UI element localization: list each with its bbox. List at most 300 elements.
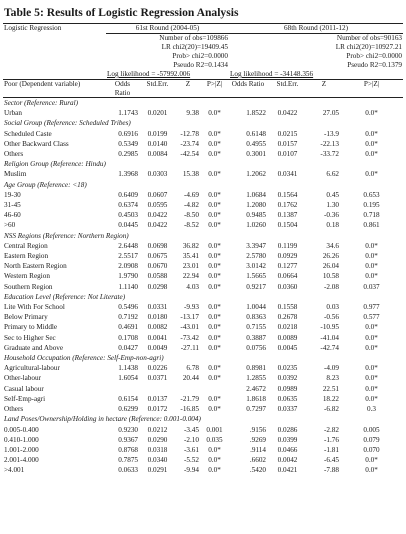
section-row xyxy=(3,180,403,190)
std-err-2004-cell: 0.0290 xyxy=(147,435,168,444)
odds-ratio-2004-cell: 0.9230 xyxy=(118,425,138,434)
std-err-2011-cell: 0.0421 xyxy=(277,466,298,475)
table-row xyxy=(3,363,403,373)
std-err-2004-cell: 0.0137 xyxy=(147,394,168,403)
row-label: Central Region xyxy=(4,241,48,250)
row-label: North Eastern Region xyxy=(4,262,67,271)
table-row xyxy=(3,373,403,383)
z-2004-cell: -43.01 xyxy=(180,323,199,332)
round1-stat: Pseudo R2=0.1434 xyxy=(173,61,228,69)
z-2011-cell: 8.23 xyxy=(326,374,339,383)
p-2004-cell: 0.0* xyxy=(208,364,221,373)
std-err-2004-cell: 0.0331 xyxy=(147,303,168,312)
odds-ratio-2004-cell: 0.6409 xyxy=(118,190,138,199)
odds-ratio-2004-cell: 0.1708 xyxy=(118,333,138,342)
z-2011-cell: -2.82 xyxy=(324,425,339,434)
p-2004-cell: 0.0* xyxy=(208,303,221,312)
odds-ratio-2004-cell: 0.6154 xyxy=(118,394,138,403)
z-2011-cell: 18.22 xyxy=(322,394,339,403)
z-2011-cell: 0.18 xyxy=(326,221,339,230)
z-2011-cell: 27.05 xyxy=(322,109,339,118)
std-err-2011-cell: 0.0392 xyxy=(277,374,298,383)
std-err-2011-cell: 0.0337 xyxy=(277,405,298,414)
z-2004-cell: -9.94 xyxy=(184,466,199,475)
row-label: Other Backward Class xyxy=(4,139,69,148)
std-err-2011-cell: 0.0635 xyxy=(277,394,298,403)
row-label: Lite With For School xyxy=(4,303,65,312)
odds-ratio-2004-cell: 1.3968 xyxy=(118,170,138,179)
z-2004-cell: -8.50 xyxy=(184,211,199,220)
p-2004-cell: 0.0* xyxy=(208,313,221,322)
row-label: Muslim xyxy=(4,170,27,179)
p-2004-cell: 0.001 xyxy=(206,425,223,434)
table-row xyxy=(3,149,403,159)
p-2011-cell: 0.005 xyxy=(363,425,380,434)
std-err-2011-cell: 0.0235 xyxy=(277,364,298,373)
std-err-2011-cell: 0.0107 xyxy=(277,150,298,159)
row-label: Primary to Middle xyxy=(4,323,58,332)
std-err-2011-cell: 0.1504 xyxy=(277,221,298,230)
row-label: 1.001-2.000 xyxy=(4,445,39,454)
odds-ratio-2011-cell: 0.4955 xyxy=(246,139,266,148)
z-2011-cell: -7.88 xyxy=(324,466,339,475)
odds-ratio-2004-cell: 0.7192 xyxy=(118,313,138,322)
row-label: 2.001-4.000 xyxy=(4,456,39,465)
table-row xyxy=(3,169,403,179)
std-err-2004-cell: 0.0675 xyxy=(147,252,168,261)
odds-ratio-2011-cell: 0.7297 xyxy=(246,405,266,414)
section-label: Religion Group (Reference: Hindu) xyxy=(4,160,106,169)
p-2004-cell: 0.0* xyxy=(208,211,221,220)
col-odds-header: Odds Ratio xyxy=(106,80,139,98)
p-2011-cell: 0.0* xyxy=(365,343,378,352)
p-2004-cell: 0.0* xyxy=(208,139,221,148)
p-2011-cell: 0.0* xyxy=(365,364,378,373)
std-err-2004-cell: 0.0303 xyxy=(147,170,168,179)
std-err-2011-cell: 0.0422 xyxy=(277,109,298,118)
table-row xyxy=(3,200,403,210)
table-row xyxy=(3,241,403,251)
p-2011-cell: 0.0* xyxy=(365,252,378,261)
z-2011-cell: 22.51 xyxy=(322,384,339,393)
round1-stat: Log likelihood = -57992.006 xyxy=(106,70,229,80)
odds-ratio-2004-cell: 0.4691 xyxy=(118,323,138,332)
table-row xyxy=(3,210,403,220)
odds-ratio-2004-cell: 2.6448 xyxy=(118,241,138,250)
section-row xyxy=(3,292,403,302)
odds-ratio-2011-cell: .5420 xyxy=(249,466,266,475)
p-2011-cell: 0.3 xyxy=(367,405,376,414)
z-2011-cell: -1.81 xyxy=(324,445,339,454)
p-2011-cell: 0.653 xyxy=(363,190,380,199)
odds-ratio-2011-cell: 0.7155 xyxy=(246,323,266,332)
z-2004-cell: 15.38 xyxy=(182,170,199,179)
col-z-header: Z xyxy=(176,80,200,98)
odds-ratio-2011-cell: 0.8363 xyxy=(246,313,266,322)
z-2004-cell: -3.61 xyxy=(184,445,199,454)
section-row xyxy=(3,231,403,241)
z-2004-cell: -27.11 xyxy=(180,343,199,352)
std-err-2004-cell: 0.0084 xyxy=(147,150,168,159)
odds-ratio-2004-cell: 1.1140 xyxy=(118,282,138,291)
z-2004-cell: 9.38 xyxy=(186,109,199,118)
std-err-2004-cell: 0.0172 xyxy=(147,405,168,414)
odds-ratio-2011-cell: 0.9485 xyxy=(246,211,266,220)
p-2004-cell: 0.0* xyxy=(208,374,221,383)
p-2011-cell: 0.718 xyxy=(363,211,380,220)
z-2004-cell: 36.82 xyxy=(182,241,199,250)
z-2011-cell: -0.56 xyxy=(324,313,339,322)
odds-ratio-2004-cell: 1.6054 xyxy=(118,374,138,383)
p-2004-cell: 0.0* xyxy=(208,109,221,118)
odds-ratio-2011-cell: 1.2855 xyxy=(246,374,266,383)
p-2004-cell: 0.0* xyxy=(208,323,221,332)
p-2004-cell: 0.0* xyxy=(208,445,221,454)
odds-ratio-2004-cell: 0.7875 xyxy=(118,456,138,465)
z-2004-cell: -12.78 xyxy=(180,129,199,138)
p-2011-cell: 0.861 xyxy=(363,221,380,230)
std-err-2011-cell: 0.0466 xyxy=(277,445,298,454)
row-label: 19-30 xyxy=(4,190,21,199)
std-err-2004-cell: 0.0082 xyxy=(147,323,168,332)
p-2011-cell: 0.0* xyxy=(365,139,378,148)
odds-ratio-2011-cell: 0.6148 xyxy=(246,129,266,138)
section-label: Age Group (Reference: <18) xyxy=(4,180,87,189)
col-se-header: Std.Err. xyxy=(267,80,308,98)
row-label: >60 xyxy=(4,221,16,230)
table-title: Table 5: Results of Logistic Regression Analysis xyxy=(4,6,239,19)
round2-stat: Number of obs=90163 xyxy=(336,34,403,42)
odds-ratio-2011-cell: 2.5780 xyxy=(246,252,266,261)
odds-ratio-2004-cell: 0.2985 xyxy=(118,150,138,159)
p-2004-cell: 0.0* xyxy=(208,466,221,475)
z-2011-cell: 26.26 xyxy=(322,252,339,261)
p-2004-cell: 0.0* xyxy=(208,252,221,261)
odds-ratio-2011-cell: .6602 xyxy=(249,456,266,465)
odds-ratio-2011-cell: 1.2062 xyxy=(246,170,266,179)
std-err-2011-cell: 0.0218 xyxy=(277,323,298,332)
section-label: NSS Regions (Reference: Northern Region) xyxy=(4,231,129,240)
std-err-2011-cell: 0.1558 xyxy=(277,303,298,312)
table-row xyxy=(3,343,403,353)
z-2011-cell: 10.58 xyxy=(322,272,339,281)
odds-ratio-2011-cell: 2.4672 xyxy=(246,384,266,393)
z-2011-cell: -10.95 xyxy=(320,323,339,332)
std-err-2004-cell: 0.0201 xyxy=(147,109,168,118)
z-2004-cell: -8.52 xyxy=(184,221,199,230)
std-err-2004-cell xyxy=(139,384,176,394)
z-2011-cell: -13.9 xyxy=(324,129,339,138)
table-row xyxy=(3,220,403,230)
section-label: Education Level (Reference: Not Literate) xyxy=(4,292,126,301)
p-2011-cell: 0.0* xyxy=(365,333,378,342)
row-label: Others xyxy=(4,150,24,159)
p-2004-cell: 0.0* xyxy=(208,394,221,403)
p-2011-cell: 0.0* xyxy=(365,109,378,118)
p-2004-cell: 0.0* xyxy=(208,129,221,138)
p-2004-cell: 0.035 xyxy=(206,435,223,444)
z-2011-cell: 0.45 xyxy=(326,190,339,199)
std-err-2004-cell: 0.0199 xyxy=(147,129,168,138)
table-row xyxy=(3,445,403,455)
section-label: Social Group (Reference: Scheduled Tribes) xyxy=(4,119,131,128)
z-2004-cell: 4.03 xyxy=(186,282,199,291)
std-err-2011-cell: 0.0157 xyxy=(277,139,298,148)
section-row xyxy=(3,414,403,424)
z-2004-cell: -4.82 xyxy=(184,201,199,210)
z-2011-cell: 26.04 xyxy=(322,262,339,271)
odds-ratio-2011-cell: .9114 xyxy=(250,445,266,454)
std-err-2004-cell: 0.0298 xyxy=(147,282,168,291)
p-2011-cell: 0.0* xyxy=(365,394,378,403)
std-err-2011-cell: 0.0929 xyxy=(277,252,298,261)
section-row xyxy=(3,98,403,109)
std-err-2011-cell: 0.0989 xyxy=(277,384,298,393)
row-label: Scheduled Caste xyxy=(4,129,52,138)
round1-stat: Number of obs=109866 xyxy=(159,34,228,42)
z-2004-cell: -13.17 xyxy=(180,313,199,322)
odds-ratio-2004-cell: 0.9367 xyxy=(118,435,138,444)
p-2011-cell: 0.070 xyxy=(363,445,380,454)
table-row xyxy=(3,404,403,414)
round1-stat: Prob> chi2=0.0000 xyxy=(172,52,228,60)
std-err-2004-cell: 0.0180 xyxy=(147,313,168,322)
p-2004-cell: 0.0* xyxy=(208,262,221,271)
p-2011-cell: 0.195 xyxy=(363,201,380,210)
row-label: Self-Emp-agri xyxy=(4,394,46,403)
p-2011-cell: 0.0* xyxy=(365,374,378,383)
odds-ratio-2004-cell: 0.6299 xyxy=(118,405,138,414)
round2-stat: Prob> chi2=0.0000 xyxy=(346,52,403,60)
p-2011-cell: 0.0* xyxy=(365,262,378,271)
table-row xyxy=(3,129,403,139)
z-2004-cell: -42.54 xyxy=(180,150,199,159)
p-2004-cell: 0.0* xyxy=(208,405,221,414)
row-label: Sec to Higher Sec xyxy=(4,333,56,342)
std-err-2011-cell: 0.0089 xyxy=(277,333,298,342)
row-label: 31-45 xyxy=(4,201,21,210)
row-label: 0.410-1.000 xyxy=(4,435,39,444)
odds-ratio-2004-cell: 2.5517 xyxy=(118,252,138,261)
z-2011-cell: -22.13 xyxy=(320,139,339,148)
col-z-header: Z xyxy=(308,80,340,98)
std-err-2004-cell: 0.0588 xyxy=(147,272,168,281)
table-body xyxy=(3,98,403,476)
round2-header: 68th Round (2011-12) xyxy=(229,24,403,34)
table-row xyxy=(3,190,403,200)
odds-ratio-2011-cell: 1.8618 xyxy=(246,394,266,403)
row-label: 46-60 xyxy=(4,211,21,220)
p-2004-cell: 0.0* xyxy=(208,343,221,352)
std-err-2011-cell: 0.0341 xyxy=(277,170,298,179)
std-err-2011-cell: 0.0286 xyxy=(277,425,298,434)
std-err-2004-cell: 0.0340 xyxy=(147,456,168,465)
odds-ratio-2011-cell: 1.8522 xyxy=(246,109,266,118)
odds-ratio-2011-cell: 3.3947 xyxy=(246,241,266,250)
std-err-2011-cell: 0.0042 xyxy=(277,456,298,465)
std-err-2011-cell: 0.0215 xyxy=(277,129,298,138)
odds-ratio-2011-cell: 0.0756 xyxy=(246,343,266,352)
round2-stat: Pseudo R2=0.1379 xyxy=(347,61,403,69)
z-2011-cell: -1.76 xyxy=(324,435,339,444)
section-row xyxy=(3,118,403,128)
odds-ratio-2004-cell: 0.4503 xyxy=(118,211,138,220)
row-label: >4.001 xyxy=(4,466,25,475)
p-2004-cell: 0.0* xyxy=(208,333,221,342)
section-row xyxy=(3,159,403,169)
std-err-2004-cell: 0.0049 xyxy=(147,343,168,352)
p-2011-cell: 0.577 xyxy=(363,313,380,322)
std-err-2004-cell: 0.0041 xyxy=(147,333,168,342)
round1-stat: LR chi2(20)=19409.45 xyxy=(161,43,228,51)
p-2004-cell: 0.0* xyxy=(208,201,221,210)
std-err-2004-cell: 0.0595 xyxy=(147,201,168,210)
row-label: Below Primary xyxy=(4,313,48,322)
row-label: Other-labour xyxy=(4,374,41,383)
table-row xyxy=(3,271,403,281)
table-row xyxy=(3,455,403,465)
z-2011-cell: 0.03 xyxy=(326,303,339,312)
table-row xyxy=(3,282,403,292)
std-err-2004-cell: 0.0140 xyxy=(147,139,168,148)
z-2011-cell: -6.45 xyxy=(324,456,339,465)
p-2004-cell: 0.0* xyxy=(208,170,221,179)
p-2004-cell xyxy=(200,384,229,394)
p-2004-cell: 0.0* xyxy=(208,456,221,465)
odds-ratio-2011-cell: 3.0142 xyxy=(246,262,266,271)
z-2004-cell: -5.52 xyxy=(184,456,199,465)
p-2011-cell: 0.0* xyxy=(365,466,378,475)
std-err-2011-cell: 0.1387 xyxy=(277,211,298,220)
row-label: Eastern Region xyxy=(4,252,49,261)
odds-ratio-2011-cell: 0.3001 xyxy=(246,150,266,159)
round2-stat: Log likelihood = -34148.356 xyxy=(229,70,403,80)
odds-ratio-2004-cell: 0.0427 xyxy=(118,343,138,352)
p-2004-cell: 0.0* xyxy=(208,282,221,291)
std-err-2011-cell: 0.0360 xyxy=(277,282,298,291)
col-p-header: P>|Z| xyxy=(340,80,403,98)
z-2004-cell: 20.44 xyxy=(182,374,199,383)
z-2004-cell: 35.41 xyxy=(182,252,199,261)
std-err-2011-cell: 0.0399 xyxy=(277,435,298,444)
odds-ratio-2004-cell: 1.1743 xyxy=(118,109,138,118)
odds-ratio-2011-cell: 1.0684 xyxy=(246,190,266,199)
z-2004-cell: -4.69 xyxy=(184,190,199,199)
section-row xyxy=(3,353,403,363)
row-label: Casual labour xyxy=(4,384,44,393)
z-2004-cell: -23.74 xyxy=(180,139,199,148)
z-2011-cell: -6.82 xyxy=(324,405,339,414)
odds-ratio-2004-cell: 0.8768 xyxy=(118,445,138,454)
p-2011-cell: 0.0* xyxy=(365,150,378,159)
row-label: Urban xyxy=(4,109,22,118)
z-2004-cell: -16.85 xyxy=(180,405,199,414)
section-label: Sector (Reference: Rural) xyxy=(4,99,78,107)
table-row xyxy=(3,435,403,445)
odds-ratio-2011-cell: 0.9217 xyxy=(246,282,266,291)
table-row xyxy=(3,251,403,261)
table-row xyxy=(3,322,403,332)
table-row xyxy=(3,425,403,435)
odds-ratio-2011-cell: 1.2080 xyxy=(246,201,266,210)
std-err-2004-cell: 0.0422 xyxy=(147,221,168,230)
odds-ratio-2011-cell: 1.5665 xyxy=(246,272,266,281)
col-variable-header: Poor (Dependent variable) xyxy=(3,80,106,98)
table-row xyxy=(3,139,403,149)
z-2011-cell: 6.62 xyxy=(326,170,339,179)
std-err-2004-cell: 0.0422 xyxy=(147,211,168,220)
table-row xyxy=(3,312,403,322)
std-err-2011-cell: 0.2678 xyxy=(277,313,298,322)
table-row xyxy=(3,302,403,312)
table-row xyxy=(3,333,403,343)
odds-ratio-2004-cell: 0.5349 xyxy=(118,139,138,148)
odds-ratio-2004-cell: 1.1438 xyxy=(118,364,138,373)
p-2004-cell: 0.0* xyxy=(208,150,221,159)
z-2004-cell: -2.10 xyxy=(184,435,199,444)
odds-ratio-2004-cell: 0.5496 xyxy=(118,303,138,312)
col-p-header: P>|Z| xyxy=(200,80,229,98)
p-2011-cell: 0.0* xyxy=(365,241,378,250)
odds-ratio-2011-cell: 1.0044 xyxy=(246,303,266,312)
std-err-2004-cell: 0.0212 xyxy=(147,425,168,434)
z-2011-cell: 1.30 xyxy=(326,201,339,210)
odds-ratio-2011-cell: 0.8981 xyxy=(246,364,266,373)
std-err-2004-cell: 0.0698 xyxy=(147,241,168,250)
table-row xyxy=(3,384,403,394)
std-err-2011-cell: 0.0045 xyxy=(277,343,298,352)
z-2011-cell: -41.04 xyxy=(320,333,339,342)
z-2011-cell: -33.72 xyxy=(320,150,339,159)
row-label: Graduate and Above xyxy=(4,343,64,352)
z-2004-cell xyxy=(176,384,200,394)
z-2011-cell: -42.74 xyxy=(320,343,339,352)
odds-ratio-2004-cell: 0.6916 xyxy=(118,129,138,138)
z-2004-cell: -21.79 xyxy=(180,394,199,403)
std-err-2004-cell: 0.0607 xyxy=(147,190,168,199)
row-label: Southern Region xyxy=(4,282,53,291)
p-2011-cell: 0.0* xyxy=(365,456,378,465)
row-label: 0.005-0.400 xyxy=(4,425,39,434)
row-label: Agricultural-labour xyxy=(4,364,60,373)
odds-ratio-2011-cell: .9156 xyxy=(249,425,266,434)
std-err-2011-cell: 0.1199 xyxy=(277,241,298,250)
odds-ratio-2004-cell: 0.0633 xyxy=(118,466,138,475)
z-2011-cell: 34.6 xyxy=(326,241,339,250)
z-2011-cell: -4.09 xyxy=(324,364,339,373)
z-2004-cell: -9.93 xyxy=(184,303,199,312)
col-se-header: Std.Err. xyxy=(139,80,176,98)
p-2004-cell: 0.0* xyxy=(208,272,221,281)
p-2011-cell: 0.0* xyxy=(365,384,378,393)
std-err-2004-cell: 0.0226 xyxy=(147,364,168,373)
std-err-2011-cell: 0.1564 xyxy=(277,190,298,199)
z-2011-cell: -0.36 xyxy=(324,211,339,220)
std-err-2004-cell: 0.0371 xyxy=(147,374,168,383)
section-label: Household Occupation (Reference: Self-Emp-non-agri) xyxy=(4,354,164,363)
odds-ratio-2004-cell xyxy=(106,384,139,394)
p-2011-cell: 0.0* xyxy=(365,272,378,281)
table-row xyxy=(3,108,403,118)
z-2004-cell: 6.78 xyxy=(186,364,199,373)
p-2011-cell: 0.079 xyxy=(363,435,380,444)
z-2004-cell: 22.94 xyxy=(182,272,199,281)
table-row xyxy=(3,261,403,271)
odds-ratio-2011-cell: 1.0260 xyxy=(246,221,266,230)
odds-ratio-2004-cell: 0.0445 xyxy=(118,221,138,230)
std-err-2004-cell: 0.0318 xyxy=(147,445,168,454)
z-2004-cell: 23.01 xyxy=(182,262,199,271)
